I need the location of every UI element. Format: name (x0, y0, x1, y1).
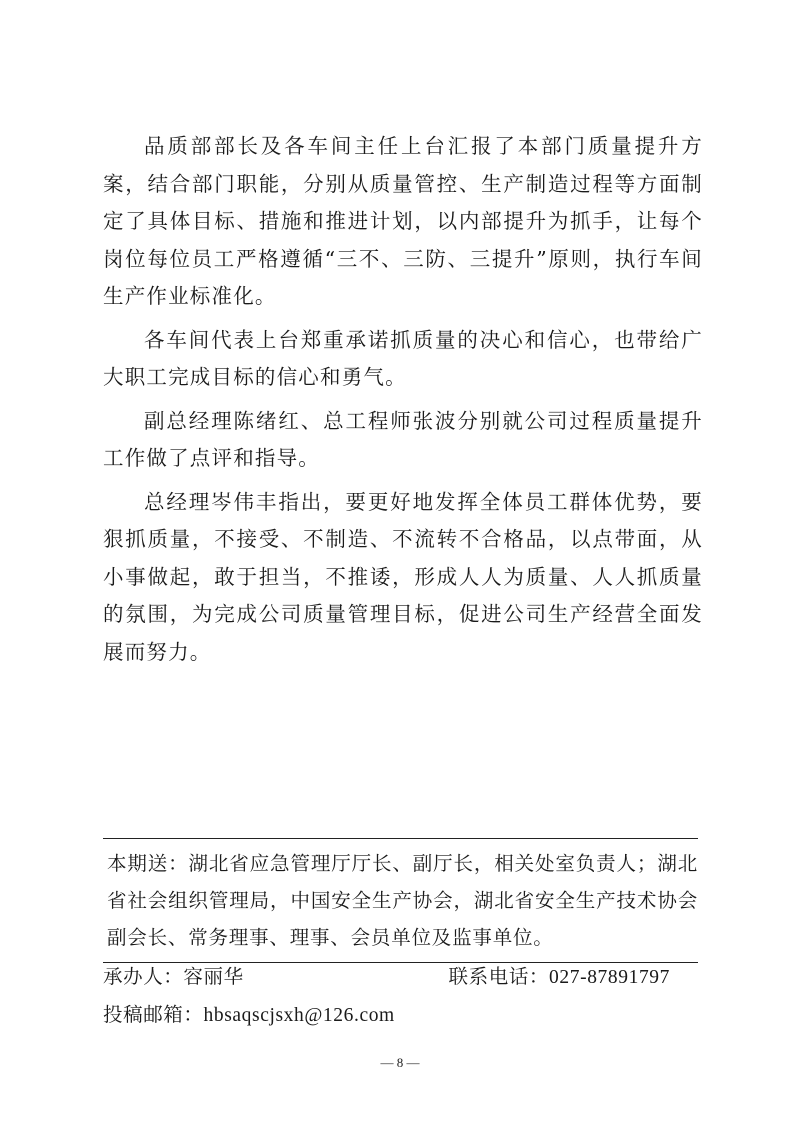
phone-label: 联系电话： (448, 965, 550, 988)
distribution-text: 本期送：湖北省应急管理厅厅长、副厅长，相关处室负责人；湖北省社会组织管理局，中国安全生产协会，湖北省安全生产技术协会副会长、常务理事、理事、会员单位及监事单位。 (107, 852, 698, 949)
handler-info (103, 960, 244, 994)
handler-name: 容丽华 (183, 965, 244, 988)
distribution-box (103, 838, 698, 963)
contact-row (103, 960, 698, 994)
handler-label: 承办人： (103, 965, 184, 988)
paragraph-comments: 副总经理陈绪红、总工程师张波分别就公司过程质量提升工作做了点评和指导。 (103, 408, 703, 470)
email-label: 投稿邮箱： (103, 1003, 204, 1026)
email-row (103, 998, 698, 1033)
paragraph-quality-plan: 品质部部长及各车间主任上台汇报了本部门质量提升方案，结合部门职能，分别从质量管控、生产制造过程等方面制定了具体目标、措施和推进计划，以内部提升为抓手，让每个岗位每位员工严格遵循“三不、三防、三提升”原则，执行车间生产作业标准化。 (103, 134, 703, 308)
paragraph-workshop-pledge: 各车间代表上台郑重承诺抓质量的决心和信心，也带给广大职工完成目标的信心和勇气。 (103, 327, 703, 389)
phone-info (449, 960, 670, 995)
paragraph-gm-remarks: 总经理岑伟丰指出，要更好地发挥全体员工群体优势，要狠抓质量，不接受、不制造、不流转不合格品，以点带面，从小事做起，敢于担当，不推诿，形成人人为质量、人人抓质量的氛围，为完成公司质量管理目标，促进公司生产经营全面发展而努力。 (103, 489, 703, 664)
article-body (103, 128, 703, 677)
page-number: — 8 — (380, 1055, 420, 1070)
phone-value: 027-87891797 (549, 967, 670, 988)
email-value: hbsaqscjsxh@126.com (203, 1005, 395, 1026)
